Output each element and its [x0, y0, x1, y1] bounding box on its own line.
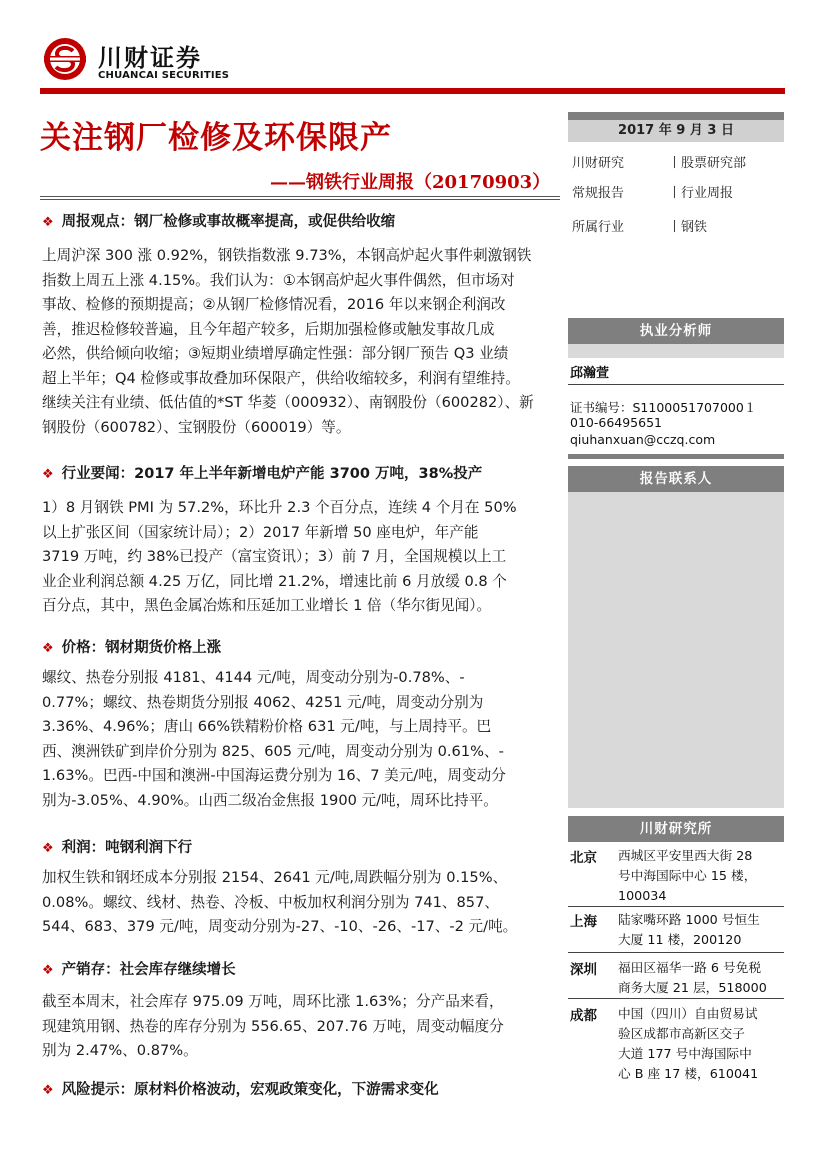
institute-section-heading: 川财研究所: [568, 816, 784, 842]
body-line: 别为 2.47%、0.87%。: [42, 1042, 198, 1059]
diamond-bullet-icon: ❖: [42, 641, 54, 656]
section-body-prices: [42, 666, 562, 813]
body-line: 1）8 月钢铁 PMI 为 57.2%，环比升 2.3 个百分点，连续 4 个月在 50%: [42, 499, 517, 516]
body-line: 螺纹、热卷分别报 4181、4144 元/吨，周变动分别为-0.78%、-: [42, 669, 465, 686]
diamond-bullet-icon: ❖: [42, 467, 54, 482]
address-city-shanghai: 上海: [570, 914, 597, 930]
section-body-profit: [42, 866, 562, 940]
body-line: 继续关注有业绩、低估值的*ST 华菱（000932）、南钢股份（600282）、新: [42, 394, 534, 411]
body-line: 事故、检修的预期提高；②从钢厂检修情况看，2016 年以来钢企利润改: [42, 296, 506, 313]
info-row-research: 川财研究 丨股票研究部: [572, 156, 747, 171]
body-line: 0.08%。螺纹、线材、热卷、冷板、中板加权利润分别为 741、857、: [42, 893, 499, 911]
address-divider: [568, 998, 784, 999]
diamond-bullet-icon: ❖: [42, 963, 54, 978]
body-line: 544、683、379 元/吨，周变动分别为-27、-10、-26、-17、-2 元/吨。: [42, 918, 518, 935]
section-body-inventory: [42, 990, 562, 1064]
analyst-name: 邱瀚萱: [570, 366, 610, 381]
contact-section-heading: 报告联系人: [568, 466, 784, 492]
report-date: 2017 年 9 月 3 日: [568, 120, 784, 142]
address-city-chengdu: 成都: [570, 1008, 597, 1024]
body-line: 指数上周五上涨 4.15%。我们认为：①本钢高炉起火事件偶然，但市场对: [42, 271, 515, 289]
address-beijing: 西城区平安里西大街 28 号中海国际中心 15 楼， 100034: [618, 848, 757, 903]
address-chengdu: 中国（四川）自由贸易试 验区成都市高新区交子 大道 177 号中海国际中 心 B 座 17 楼，610041: [618, 1006, 759, 1081]
title-divider: [40, 199, 560, 200]
body-line: 钢股份（600782）、宝钢股份（600019）等。: [42, 418, 351, 436]
section-heading-weekly-view: ❖ 周报观点：钢厂检修或事故概率提高，或促供给收缩: [42, 214, 396, 230]
section-heading-industry-news: ❖ 行业要闻：2017 年上半年新增电炉产能 3700 万吨，38%投产: [42, 466, 483, 482]
chuancai-logo-icon: [42, 36, 88, 82]
info-row-report-type: 常规报告 丨行业周报: [572, 186, 734, 201]
body-line: 3.36%、4.96%；唐山 66%铁精粉价格 631 元/吨，与上周持平。巴: [42, 718, 492, 735]
body-line: 0.77%；螺纹、热卷期货分别报 4062、4251 元/吨，周变动分别为: [42, 693, 484, 711]
analyst-bottom-bar: [568, 454, 784, 459]
analyst-email: qiuhanxuan@cczq.com: [570, 432, 716, 447]
sidebar-top-bar: [568, 112, 784, 120]
brand-name-cn: 川财证券: [98, 43, 202, 72]
body-line: 截至本周末，社会库存 975.09 万吨，周环比涨 1.63%；分产品来看，: [42, 993, 504, 1010]
body-line: 百分点，其中，黑色金属冶炼和压延加工业增长 1 倍（华尔街见闻）。: [42, 597, 492, 614]
section-body-industry-news: [42, 496, 562, 619]
header-red-rule: [40, 88, 785, 94]
title-divider: [40, 196, 560, 197]
analyst-divider: [568, 384, 784, 385]
section-heading-prices: ❖ 价格：钢材期货价格上涨: [42, 640, 222, 656]
diamond-bullet-icon: ❖: [42, 841, 54, 856]
section-heading-risk: ❖ 风险提示：原材料价格波动，宏观政策变化，下游需求变化: [42, 1082, 439, 1098]
address-city-shenzhen: 深圳: [570, 962, 597, 978]
body-line: 业企业利润总额 4.25 万亿，同比增 21.2%，增速比前 6 月放缓 0.8 个: [42, 572, 507, 590]
brand-name-en: CHUANCAI SECURITIES: [98, 70, 230, 81]
section-body-weekly-view: [42, 244, 562, 440]
body-line: 西、澳洲铁矿到岸价分别为 825、605 元/吨，周变动分别为 0.61%、-: [42, 742, 504, 760]
address-divider: [568, 952, 784, 953]
body-line: 以上扩张区间（国家统计局）；2）2017 年新增 50 座电炉，年产能: [42, 523, 479, 541]
body-line: 善，推迟检修较普遍，且今年超产较多，后期加强检修或触发事故几成: [42, 320, 495, 338]
info-row-industry: 所属行业 丨钢铁: [572, 220, 708, 235]
section-heading-inventory: ❖ 产销存：社会库存继续增长: [42, 962, 236, 978]
body-line: 超上半年；Q4 检修或事故叠加环保限产，供给收缩较多，利润有望维持。: [42, 369, 520, 387]
body-line: 必然，供给倾向收缩；③短期业绩增厚确定性强：部分钢厂预告 Q3 业绩: [42, 345, 509, 362]
analyst-phone: 010-66495651: [570, 415, 662, 430]
section-heading-profit: ❖ 利润：吨钢利润下行: [42, 840, 193, 856]
body-line: 加权生铁和钢坯成本分别报 2154、2641 元/吨,周跌幅分别为 0.15%、: [42, 869, 508, 886]
body-line: 别为-3.05%、4.90%。山西二级冶金焦报 1900 元/吨，周环比持平。: [42, 791, 498, 809]
diamond-bullet-icon: ❖: [42, 215, 54, 230]
contact-gray-block: [568, 492, 784, 808]
body-line: 1.63%。巴西-中国和澳洲-中国海运费分别为 16、7 美元/吨，周变动分: [42, 767, 506, 784]
address-shanghai: 陆家嘴环路 1000 号恒生 大厦 11 楼，200120: [618, 912, 760, 947]
address-shenzhen: 福田区福华一路 6 号免税 商务大厦 21 层，518000: [618, 960, 767, 995]
report-title: 关注钢厂检修及环保限产: [40, 120, 392, 156]
body-line: 现建筑用钢、热卷的库存分别为 556.65、207.76 万吨，周变动幅度分: [42, 1017, 504, 1035]
diamond-bullet-icon: ❖: [42, 1083, 54, 1098]
body-line: 上周沪深 300 涨 0.92%，钢铁指数涨 9.73%，本钢高炉起火事件刺激钢铁: [42, 247, 532, 264]
analyst-gray-block: [568, 344, 784, 358]
analyst-section-heading: 执业分析师: [568, 318, 784, 344]
report-subtitle: ——钢铁行业周报（20170903）: [270, 172, 551, 193]
body-line: 3719 万吨，约 38%已投产（富宝资讯）；3）前 7 月，全国规模以上工: [42, 548, 507, 565]
address-divider: [568, 906, 784, 907]
analyst-cert: 证书编号：S1100051707000１: [570, 400, 757, 415]
address-city-beijing: 北京: [570, 850, 597, 866]
